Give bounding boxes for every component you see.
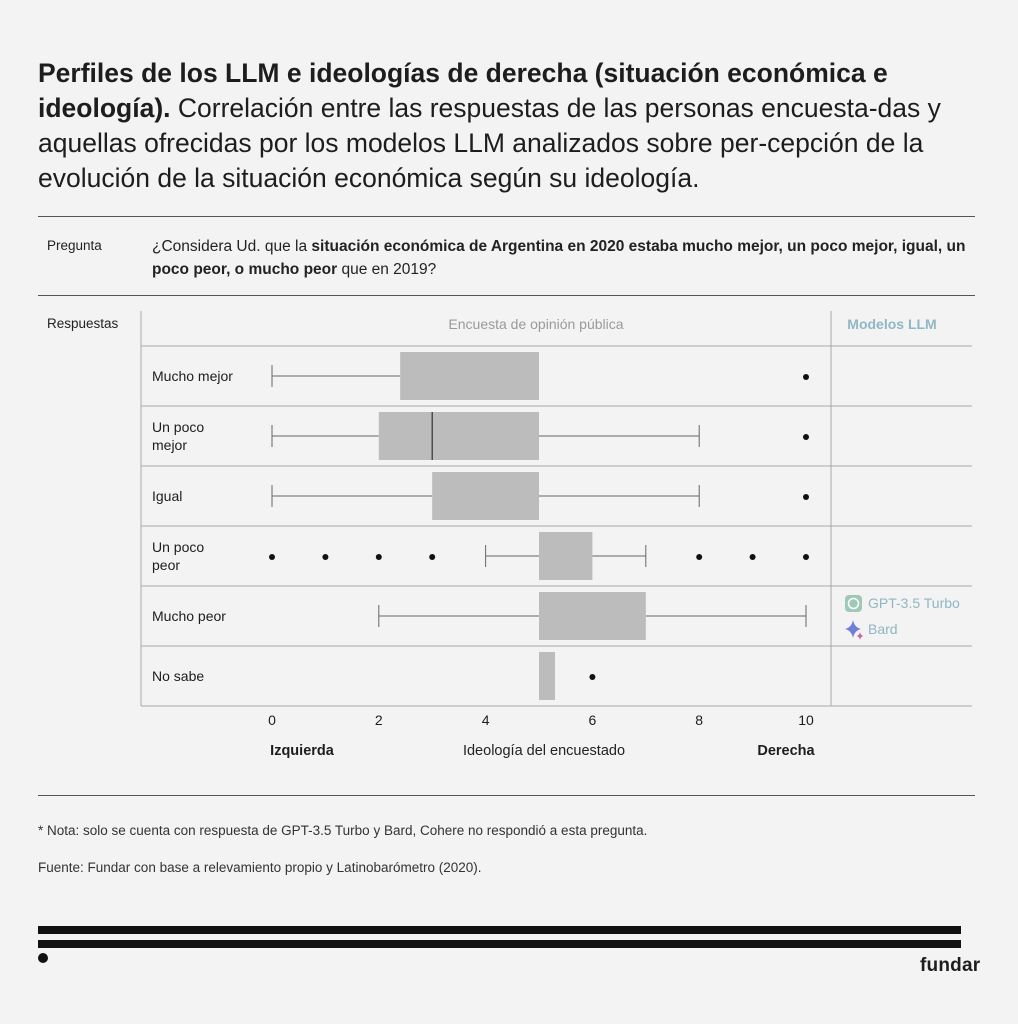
row-label: No sabe (152, 668, 205, 684)
x-tick-label: 10 (798, 712, 814, 728)
llm-model-label: Bard (868, 621, 898, 637)
survey-column-header: Encuesta de opinión pública (448, 316, 624, 332)
brand-dot (38, 953, 48, 963)
box (539, 652, 555, 700)
row-label: Un poco peor (152, 539, 205, 573)
brand-bar-bottom (38, 940, 961, 948)
x-right-label: Derecha (757, 743, 815, 759)
box (432, 472, 539, 520)
outlier-point (750, 554, 756, 560)
llm-legend (845, 595, 960, 640)
x-tick-label: 6 (588, 712, 597, 728)
outlier-point (322, 554, 328, 560)
x-tick-label: 4 (481, 712, 490, 728)
outlier-point (803, 494, 809, 500)
source-text: Fuente: Fundar con base a relevamiento propio y Latinobarómetro (2020). (38, 860, 482, 875)
row-label: Un poco mejor (152, 419, 205, 453)
bard-sparkle-small-icon (857, 632, 864, 640)
llm-column-header: Modelos LLM (847, 316, 937, 332)
bottom-divider (38, 795, 975, 796)
openai-icon (845, 595, 862, 612)
brand-bar-top (38, 926, 961, 934)
outlier-point (803, 554, 809, 560)
chart-grid (141, 311, 972, 706)
question-label: Pregunta (47, 238, 102, 253)
row-label: Mucho peor (152, 608, 226, 624)
box (400, 352, 539, 400)
outlier-point (696, 554, 702, 560)
x-tick-label: 2 (374, 712, 383, 728)
outlier-point (269, 554, 275, 560)
outlier-point (376, 554, 382, 560)
brand-logo: fundar (920, 955, 981, 976)
x-tick-label: 8 (695, 712, 704, 728)
box (539, 592, 646, 640)
note-text: * Nota: solo se cuenta con respuesta de GPT-3.5 Turbo y Bard, Cohere no respondió a esta pregunta. (38, 823, 648, 838)
answers-label: Respuestas (47, 316, 119, 331)
x-axis-label: Ideología del encuestado (462, 743, 626, 759)
outlier-point (803, 434, 809, 440)
outlier-point (429, 554, 435, 560)
outlier-point (803, 374, 809, 380)
llm-model-label: GPT-3.5 Turbo (868, 595, 960, 611)
x-tick-label: 0 (268, 712, 276, 728)
row-label: Mucho mejor (152, 368, 233, 384)
box (379, 412, 539, 460)
row-label: Igual (152, 488, 183, 504)
question-text: ¿Considera Ud. que la situación económica de Argentina en 2020 estaba mucho mejor, un poco mejor, igual, un poco peor, o mucho peor que en 2019? (152, 238, 966, 278)
chart-title: Perfiles de los LLM e ideologías de derecha (situación económica e ideología). Correlación entre las respuestas de las personas encuesta-das y aquellas ofrecidas por los modelos LLM analizados sobre per-cepción de la evolución de la situación económica según su ideología. (38, 58, 941, 193)
outlier-point (589, 674, 595, 680)
x-left-label: Izquierda (270, 743, 334, 759)
box (539, 532, 592, 580)
x-axis (268, 712, 814, 728)
